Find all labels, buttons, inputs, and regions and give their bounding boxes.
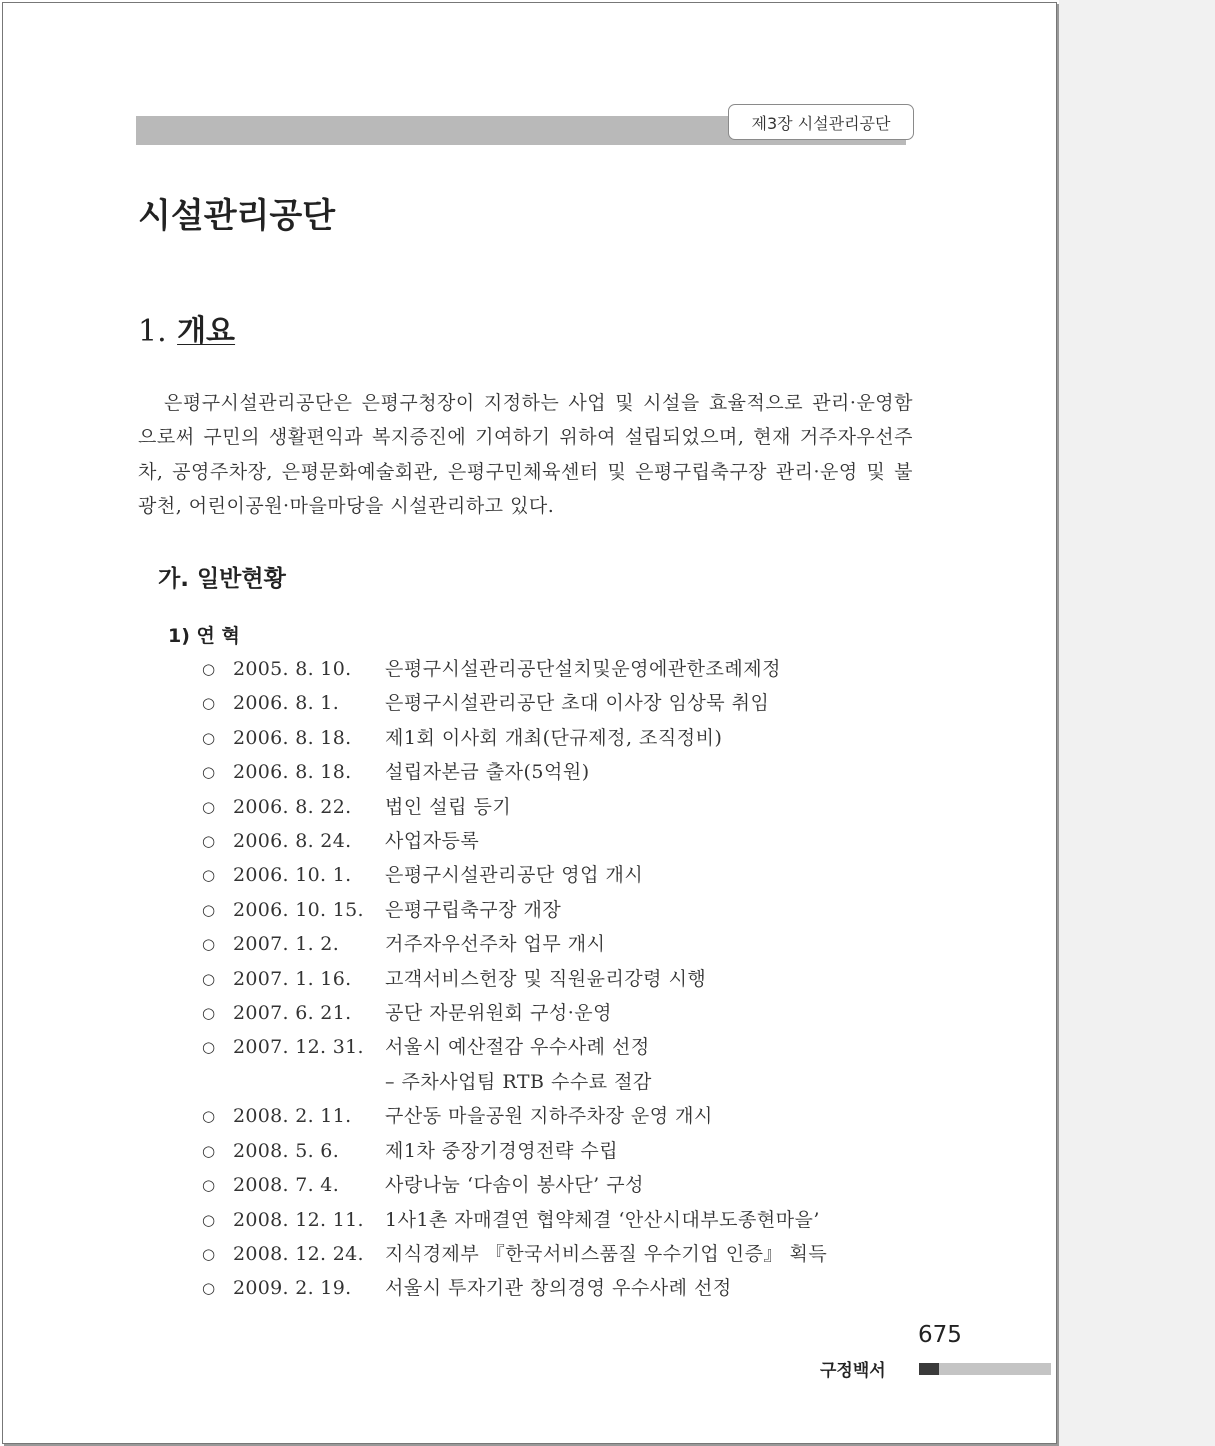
- history-date: 2007. 1. 16.: [233, 967, 352, 990]
- history-event: 법인 설립 등기: [385, 795, 512, 818]
- history-event: 사랑나눔 ‘다솜이 봉사단’ 구성: [385, 1174, 644, 1197]
- history-list: [200, 652, 900, 1306]
- history-date: 2006. 8. 18.: [233, 726, 352, 749]
- section-title: 개요: [177, 314, 236, 349]
- history-date: 2005. 8. 10.: [233, 658, 352, 680]
- history-date: 2008. 12. 24.: [233, 1242, 364, 1265]
- intro-paragraph: 은평구시설관리공단은 은평구청장이 지정하는 사업 및 시설을 효율적으로 관리·운영함으로써 구민의 생활편익과 복지증진에 기여하기 위하여 설립되었으며, 현재 거주자우선주차, 공영주차장, 은평문화예술회관, 은평구민체육센터 및 은평구립축구장 관리·운영 및 불광천, 어린이공원·마을마당을 시설관리하고 있다.: [138, 392, 913, 517]
- history-event: 1사1촌 자매결연 협약체결 ‘안산시대부도종현마을’: [385, 1208, 820, 1231]
- history-item: [200, 755, 900, 789]
- subsection-heading: 가. 일반현황: [158, 566, 286, 592]
- bullet-icon: ○: [202, 1107, 216, 1126]
- bullet-icon: ○: [202, 694, 216, 713]
- history-item: [200, 1168, 900, 1202]
- footer-marker: [919, 1363, 939, 1375]
- section-heading: [138, 306, 235, 350]
- history-date: 2006. 10. 15.: [233, 898, 364, 921]
- footer-bar: [939, 1363, 1051, 1375]
- history-date: 2007. 6. 21.: [233, 1002, 352, 1025]
- bullet-icon: ○: [202, 1279, 216, 1298]
- history-date: 2007. 1. 2.: [233, 933, 340, 956]
- bullet-icon: ○: [202, 1004, 216, 1023]
- chapter-tag: 제3장 시설관리공단: [728, 104, 914, 140]
- history-event: 구산동 마을공원 지하주차장 운영 개시: [385, 1105, 713, 1128]
- history-item: [200, 1099, 900, 1133]
- history-event: 공단 자문위원회 구성·운영: [385, 1002, 613, 1025]
- history-date: 2006. 8. 1.: [233, 692, 340, 715]
- bullet-icon: ○: [202, 1176, 216, 1195]
- viewer-background: [1059, 0, 1215, 1446]
- bullet-icon: ○: [202, 866, 216, 885]
- bullet-icon: ○: [202, 763, 216, 782]
- history-event: 은평구립축구장 개장: [385, 898, 562, 921]
- history-item: [200, 652, 900, 686]
- history-item: [200, 1203, 900, 1237]
- history-item: [200, 1030, 900, 1064]
- history-date: 2007. 12. 31.: [233, 1036, 364, 1059]
- history-event: – 주차사업팀 RTB 수수료 절감: [385, 1070, 652, 1093]
- history-date: 2008. 12. 11.: [233, 1208, 364, 1231]
- history-event: 은평구시설관리공단설치및운영에관한조례제정: [385, 658, 781, 680]
- history-event: 설립자본금 출자(5억원): [385, 761, 590, 784]
- history-event: 제1회 이사회 개최(단규제정, 조직정비): [385, 726, 723, 749]
- page-number: 675: [918, 1322, 962, 1348]
- history-event: 지식경제부 『한국서비스품질 우수기업 인증』 획득: [385, 1242, 828, 1265]
- history-item: [200, 1237, 900, 1271]
- history-item: [200, 1271, 900, 1305]
- history-event: 서울시 예산절감 우수사례 선정: [385, 1036, 650, 1059]
- history-date: 2008. 5. 6.: [233, 1139, 340, 1162]
- history-item: [200, 858, 900, 892]
- history-event: 사업자등록: [385, 830, 480, 853]
- history-event: 고객서비스헌장 및 직원윤리강령 시행: [385, 967, 707, 990]
- history-date: 2008. 7. 4.: [233, 1174, 340, 1197]
- history-item: [200, 824, 900, 858]
- history-event: 은평구시설관리공단 초대 이사장 임상묵 취임: [385, 692, 770, 715]
- history-item: [200, 790, 900, 824]
- history-date: 2009. 2. 19.: [233, 1277, 352, 1300]
- page-title: 시설관리공단: [138, 196, 336, 236]
- history-item: [200, 686, 900, 720]
- history-item: [200, 893, 900, 927]
- history-item: [200, 927, 900, 961]
- history-event: 거주자우선주차 업무 개시: [385, 933, 606, 956]
- footer-label: 구정백서: [820, 1361, 886, 1381]
- bullet-icon: ○: [202, 900, 216, 919]
- bullet-icon: ○: [202, 969, 216, 988]
- history-item: [200, 721, 900, 755]
- history-item: [200, 996, 900, 1030]
- history-item: [200, 1134, 900, 1168]
- history-item: [200, 962, 900, 996]
- history-date: 2006. 10. 1.: [233, 864, 352, 887]
- history-date: 2006. 8. 24.: [233, 830, 352, 853]
- history-item: [200, 1065, 900, 1099]
- bullet-icon: ○: [202, 1038, 216, 1057]
- bullet-icon: ○: [202, 660, 216, 678]
- bullet-icon: ○: [202, 1210, 216, 1229]
- history-date: 2006. 8. 22.: [233, 795, 352, 818]
- bullet-icon: ○: [202, 797, 216, 816]
- bullet-icon: ○: [202, 935, 216, 954]
- bullet-icon: ○: [202, 728, 216, 747]
- history-date: 2008. 2. 11.: [233, 1105, 352, 1128]
- history-date: 2006. 8. 18.: [233, 761, 352, 784]
- bullet-icon: ○: [202, 1244, 216, 1263]
- bullet-icon: ○: [202, 832, 216, 851]
- section-number: 1.: [138, 314, 167, 349]
- history-heading: 1) 연 혁: [168, 625, 240, 647]
- bullet-icon: ○: [202, 1141, 216, 1160]
- history-event: 은평구시설관리공단 영업 개시: [385, 864, 644, 887]
- history-event: 제1차 중장기경영전략 수립: [385, 1139, 619, 1162]
- history-event: 서울시 투자기관 창의경영 우수사례 선정: [385, 1277, 732, 1300]
